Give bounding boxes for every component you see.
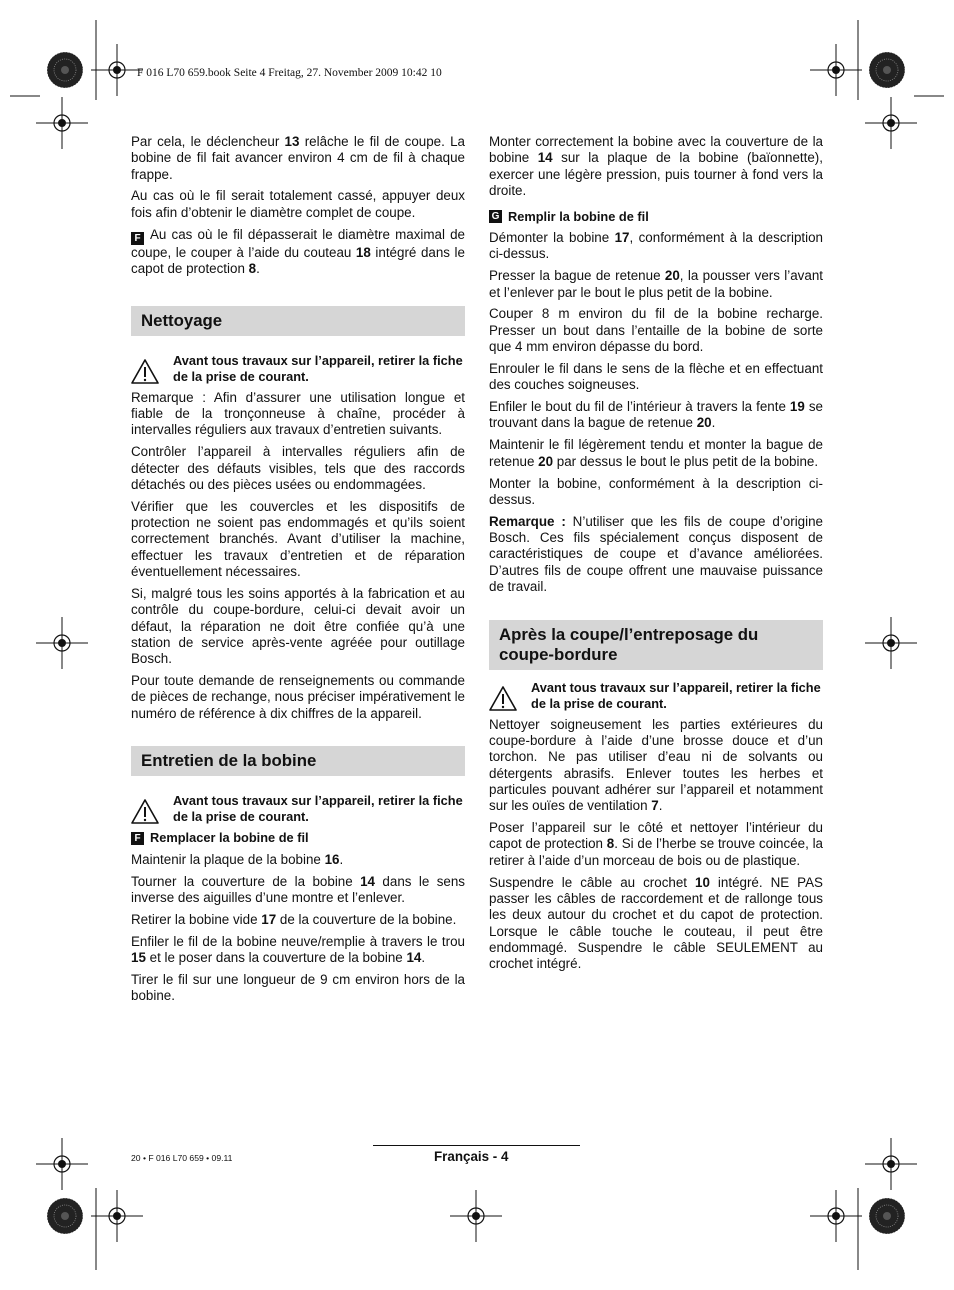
paragraph: Presser la bague de retenue 20, la pousser vers l’avant et l’enlever par le bout le plus petit de la bobine. [489, 268, 823, 300]
warning-triangle-icon [131, 353, 173, 387]
warning-notice [489, 680, 823, 714]
warning-text: Avant tous travaux sur l’appareil, retirer la fiche de la prise de courant. [173, 352, 463, 384]
paragraph: Si, malgré tous les soins apportés à la fabrication et au contrôle du coupe-bordure, celui-ci devait avoir un défaut, la réparation ne doit être confiée qu’à une station de service après-vente agréée pour outillage Bosch. [131, 585, 465, 667]
warning-text: Avant tous travaux sur l’appareil, retirer la fiche de la prise de courant. [173, 793, 463, 825]
paragraph: Enfiler le fil de la bobine neuve/remplie à travers le trou 15 et le poser dans la couverture de la bobine 14. [131, 933, 465, 966]
warning-triangle-icon [131, 793, 173, 827]
paragraph: Couper 8 m environ du fil de la bobine recharge. Presser un bout dans l’entaille de la bobine de sorte que 4 mm environ dépasse du bord. [489, 306, 823, 355]
paragraph: Retirer la bobine vide 17 de la couverture de la bobine. [131, 911, 457, 927]
paragraph: Maintenir le fil légèrement tendu et monter la bague de retenue 20 par dessus le bout le plus petit de la bobine. [489, 437, 823, 469]
section-heading-nettoyage: Nettoyage [131, 306, 465, 336]
figure-badge: F [131, 232, 144, 245]
left-column [131, 134, 465, 1010]
paragraph: F Au cas où le fil dépasserait le diamètre maximal de coupe, le couper à l’aide du couteau 18 intégré dans le capot de protection 8. [131, 226, 465, 276]
paragraph: Vérifier que les couvercles et les dispositifs de protection ne soient pas endommagés et qu’ils soient correctement branchés. Avant d’utiliser la machine, effectuer les travaux d’entretien et de réparation éventuellement nécessaires. [131, 498, 465, 580]
paragraph: Au cas où le fil serait totalement cassé, appuyer deux fois afin d’obtenir le diamètre complet de coupe. [131, 188, 465, 220]
paragraph: Maintenir la plaque de la bobine 16. [131, 851, 344, 867]
subheading-remplir: G Remplir la bobine de fil [489, 209, 823, 225]
section-heading-apres: Après la coupe/l’entreposage du coupe-bordure [489, 620, 823, 670]
paragraph: Contrôler l’appareil à intervalles réguliers afin de détecter des défauts visibles, tels que des raccords détachés ou des pièces usées ou endommagées. [131, 444, 465, 492]
paragraph: Remarque : N’utiliser que les fils de coupe d’origine Bosch. Ces fils spécialement conçus disposent de caractéristiques de coupe et d’avance améliorées. D’autres fils de coupe offrent une mauvaise puissance de travail. [489, 513, 823, 594]
paragraph: Tirer le fil sur une longueur de 9 cm environ hors de la bobine. [131, 971, 465, 1004]
paragraph: Monter correctement la bobine avec la couverture de la bobine 14 sur la plaque de la bobine (baïonnette), exercer une légère pression, puis tourner à fond vers la droite. [489, 134, 823, 198]
paragraph: Monter la bobine, conformément à la description ci-dessus. [489, 475, 823, 507]
footer-code: 20 • F 016 L70 659 • 09.11 [131, 1153, 233, 1163]
section-heading-entretien: Entretien de la bobine [131, 746, 465, 776]
paragraph: Enfiler le bout du fil de l’intérieur à travers la fente 19 se trouvant dans la bague de retenue 20. [489, 399, 823, 431]
right-column [489, 134, 823, 978]
subheading-remplacer: F Remplacer la bobine de fil [131, 830, 465, 846]
paragraph: Pour toute demande de renseignements ou commande de pièces de rechange, nous préciser impérativement le numéro de référence à dix chiffres de la appareil. [131, 672, 465, 721]
paragraph: Enrouler le fil dans le sens de la flèche et en effectuant des couches soigneuses. [489, 360, 823, 393]
paragraph: Remarque : Afin d’assurer une utilisation longue et fiable de la tronçonneuse à chaîne, procéder à intervalles réguliers aux travaux d’entretien suivants. [131, 389, 465, 438]
figure-badge: G [489, 210, 502, 223]
paragraph: Démonter la bobine 17, conformément à la description ci-dessus. [489, 230, 823, 262]
paragraph: Tourner la couverture de la bobine 14 dans le sens inverse des aiguilles d’une montre et l’enlever. [131, 873, 465, 905]
figure-badge: F [131, 832, 144, 845]
footer-rule [373, 1145, 580, 1146]
footer-page-label: Français - 4 [434, 1149, 509, 1164]
warning-text: Avant tous travaux sur l’appareil, retirer la fiche de la prise de courant. [531, 679, 821, 711]
print-header: F 016 L70 659.book Seite 4 Freitag, 27. November 2009 10:42 10 [137, 67, 442, 79]
warning-notice [131, 793, 465, 827]
paragraph: Nettoyer soigneusement les parties extérieures du coupe-bordure à l’aide d’une brosse douce et d’un torchon. Ne pas utiliser d’eau ni de solvants ou détergents abrasifs. Enlever toutes les herbes et particules pouvant adhérer sur l’appareil et notamment sur les ouïes de ventilation 7. [489, 716, 823, 814]
warning-triangle-icon [489, 680, 531, 714]
paragraph: Par cela, le déclencheur 13 relâche le fil de coupe. La bobine de fil fait avancer environ 4 cm de fil à chaque frappe. [131, 134, 466, 182]
warning-notice [131, 353, 465, 387]
paragraph: Poser l’appareil sur le côté et nettoyer l’intérieur du capot de protection 8. Si de l’herbe se trouve coincée, la retirer à l’aide d’un morceau de bois ou de plastique. [489, 820, 824, 868]
paragraph: Suspendre le câble au crochet 10 intégré. NE PAS passer les câbles de raccordement et de rallonge tous les deux autour du crochet et du capot de protection. Lorsque le câble touche le couteau, il peut être endommagé. Suspendre le câble SEULEMENT au crochet intégré. [489, 874, 823, 972]
